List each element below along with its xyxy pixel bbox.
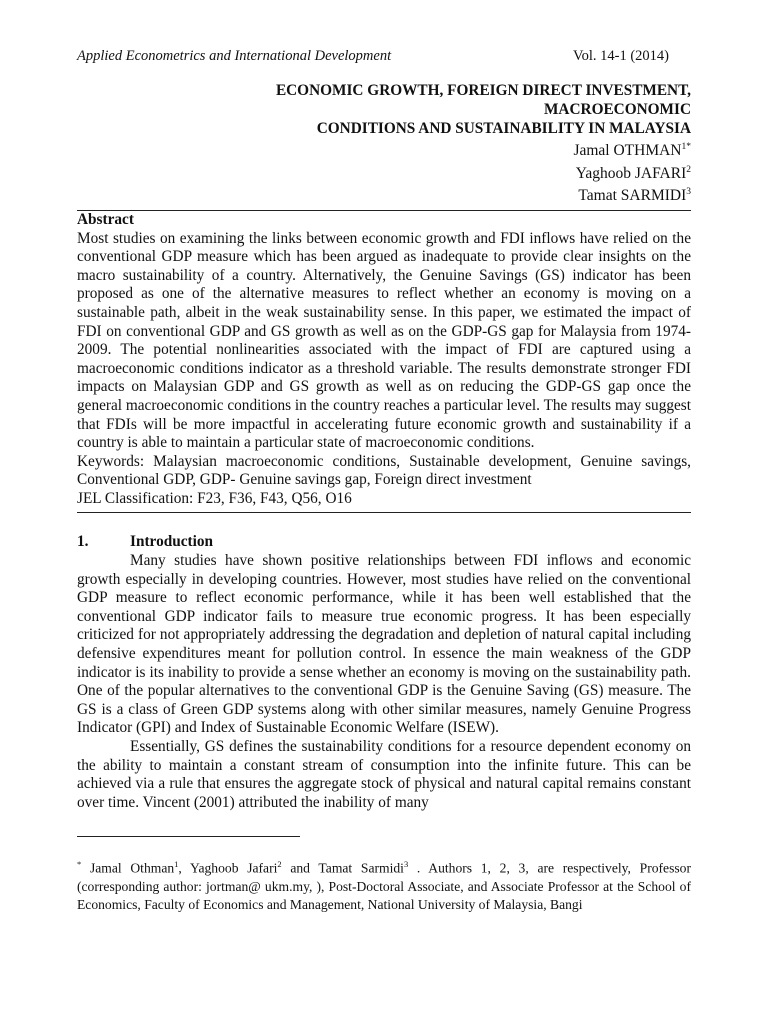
title-line: MACROECONOMIC: [543, 101, 691, 118]
keywords: Keywords: Malaysian macroeconomic conditions, Sustainable development, Genuine savings, Conventional GDP, GDP- Genuine savings gap, Foreign direct investment: [77, 452, 691, 489]
author: Yaghoob JAFARI$^2$: [575, 164, 691, 182]
abstract-bottom-rule: [77, 512, 691, 513]
abstract-section: [77, 211, 691, 509]
footnote: * Jamal Othman$^1$, Yaghoob Jafari$^2$ and Tamat Sarmidi$^3$ . Authors 1, 2, 3, are respectively, Professor (corresponding author: jortman@ ukm.my, ), Post-Doctoral Associate, and Associate Professor at the School of Economics, Faculty of Economics and Management, National University of Malaysia, Bangi: [77, 859, 691, 912]
title-line: CONDITIONS AND SUSTAINABILITY IN MALAYSIA: [316, 120, 691, 137]
running-header: [77, 48, 691, 70]
author-list: [77, 138, 691, 206]
section-heading: [77, 533, 691, 552]
paper-title: [77, 81, 691, 138]
paragraph: Essentially, GS defines the sustainability conditions for a resource dependent economy on the ability to maintain a constant stream of consumption into the infinite future. This can be achieved via a rule that ensures the aggregate stock of physical and natural capital remains constant over time. Vincent (2001) attributed the inability of many: [77, 738, 691, 811]
author: Jamal $OTHMAN^{1*}$: [573, 142, 691, 160]
title-line: ECONOMIC GROWTH, FOREIGN DIRECT INVESTMENT,: [275, 82, 691, 99]
abstract-text: Most studies on examining the links between economic growth and FDI inflows have relied on the conventional GDP measure which has been argued as inadequate to provide clear insights on the macro sustainability of a country. Alternatively, the Genuine Savings (GS) indicator has been proposed as one of the alternative measures to reflect whether an economy is moving on a sustainable path, albeit in the weak sustainability sense. In this paper, we estimated the impact of FDI on conventional GDP and GS growth as well as on the GDP-GS gap for Malaysia from 1974-2009. The potential nonlinearities associated with the impact of FDI are captured using a macroeconomic conditions indicator as a threshold variable. The results demonstrate stronger FDI impacts on Malaysian GDP and GS growth as well as on reducing the GDP-GS gap once the general macroeconomic conditions in the country reaches a particular level. The results may suggest that FDIs will be more impactful in accelerating future economic growth and sustainability if a country is able to maintain a particular state of macroeconomic conditions.: [77, 229, 691, 452]
paper-page: [77, 48, 691, 914]
section-title: Introduction: [130, 533, 214, 551]
section-number: 1.: [77, 533, 89, 551]
paragraph: Many studies have shown positive relationships between FDI inflows and economic growth especially in developing countries. However, most studies have relied on the conventional GDP measure to reflect economic performance, while it has been well established that the conventional GDP indicator fails to measure true economic progress. It has been especially criticized for not appropriately addressing the degradation and depletion of natural capital including defensive expenditures meant for pollution control. In essence the main weakness of the GDP indicator is its inability to provide a sense whether an economy is moving on the sustainability path. One of the popular alternatives to the conventional GDP is the Genuine Saving (GS) measure. The GS is a class of Green GDP systems along with other similar measures, namely Genuine Progress Indicator (GPI) and Index of Sustainable Economic Welfare (ISEW).: [77, 552, 691, 737]
jel-classification: JEL Classification: F23, F36, F43, Q56, O16: [77, 489, 352, 507]
journal-name: Applied Econometrics and International Development: [77, 48, 392, 64]
author: Tamat SARMIDI$^3$: [578, 187, 691, 205]
volume-info: Vol. 14-1 (2014): [573, 48, 669, 64]
abstract-heading: Abstract: [77, 210, 134, 228]
footnote-rule: [77, 836, 300, 837]
footnote-marker: *: [77, 859, 82, 870]
